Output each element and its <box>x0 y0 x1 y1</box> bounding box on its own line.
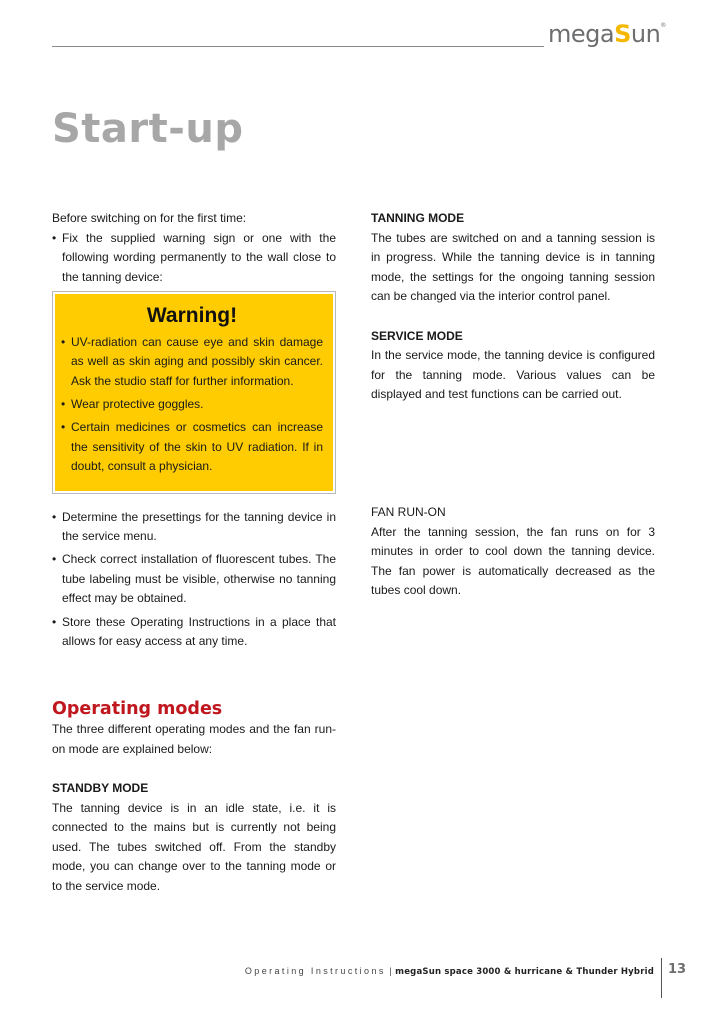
logo-text-un: un <box>630 20 661 48</box>
service-mode-heading: SERVICE MODE <box>371 328 463 343</box>
warning-list <box>61 333 323 477</box>
page-number: 13 <box>668 962 687 977</box>
warning-item: • Wear protective goggles. <box>61 395 323 415</box>
warning-box <box>52 291 336 494</box>
service-mode-text: In the service mode, the tanning device is configured for the tanning mode. Various values can be displayed and test functions can be carried out. <box>371 348 655 402</box>
fan-run-on-text: After the tanning session, the fan runs on for 3 minutes in order to cool down the tanning device. The fan power is automatically decreased as the tubes cool down. <box>371 524 655 598</box>
tanning-mode-text: The tubes are switched on and a tanning session is in progress. While the tanning device is in tanning mode, the settings for the ongoing tanning session can be changed via the interior control panel. <box>371 230 655 304</box>
footer-product-name: megaSun space 3000 & hurricane & Thunder Hybrid <box>395 967 654 977</box>
warning-item: • UV-radiation can cause eye and skin damage as well as skin aging and possibly skin cancer. Ask the studio staff for further information. <box>61 333 323 392</box>
page-title: Start-up <box>52 106 244 152</box>
warning-panel <box>55 294 333 491</box>
operating-modes-intro: The three different operating modes and the fan run-on mode are explained below: <box>52 722 336 756</box>
logo-text-s: S <box>614 20 631 48</box>
standby-mode-heading: STANDBY MODE <box>52 780 149 795</box>
registered-mark: ® <box>660 22 666 29</box>
header-rule <box>52 46 544 47</box>
logo-text-mega: mega <box>548 20 615 48</box>
intro-text: Before switching on for the first time: <box>52 211 247 225</box>
fan-run-on-heading: FAN RUN-ON <box>371 504 446 519</box>
standby-mode-text: The tanning device is in an idle state, i.e. it is connected to the mains but is currently not being used. The tubes switched off. From the standby mode, you can change over to the tanning mode or to the service mode. <box>52 800 336 893</box>
footer-separator: | <box>389 966 392 976</box>
bullet-item: • Check correct installation of fluorescent tubes. The tube labeling must be visible, otherwise no tanning effect may be obtained. <box>52 550 336 609</box>
bullet-item: • Fix the supplied warning sign or one with the following wording permanently to the wall close to the tanning device: <box>52 229 336 288</box>
bullet-item: • Determine the presettings for the tanning device in the service menu. <box>52 508 336 547</box>
left-column <box>52 209 336 897</box>
footer-divider <box>661 958 662 998</box>
warning-title: Warning! <box>146 303 238 327</box>
footer <box>245 966 654 977</box>
megasun-logo <box>548 20 666 48</box>
footer-doc-label: Operating Instructions <box>244 966 386 976</box>
right-column <box>371 209 655 601</box>
bullet-item: • Store these Operating Instructions in a place that allows for easy access at any time. <box>52 613 336 652</box>
post-bullet-list <box>52 508 336 652</box>
pre-bullet-list <box>52 229 336 288</box>
operating-modes-heading: Operating modes <box>52 699 223 720</box>
tanning-mode-heading: TANNING MODE <box>371 211 465 225</box>
warning-item: • Certain medicines or cosmetics can increase the sensitivity of the skin to UV radiation. If in doubt, consult a physician. <box>61 418 323 477</box>
